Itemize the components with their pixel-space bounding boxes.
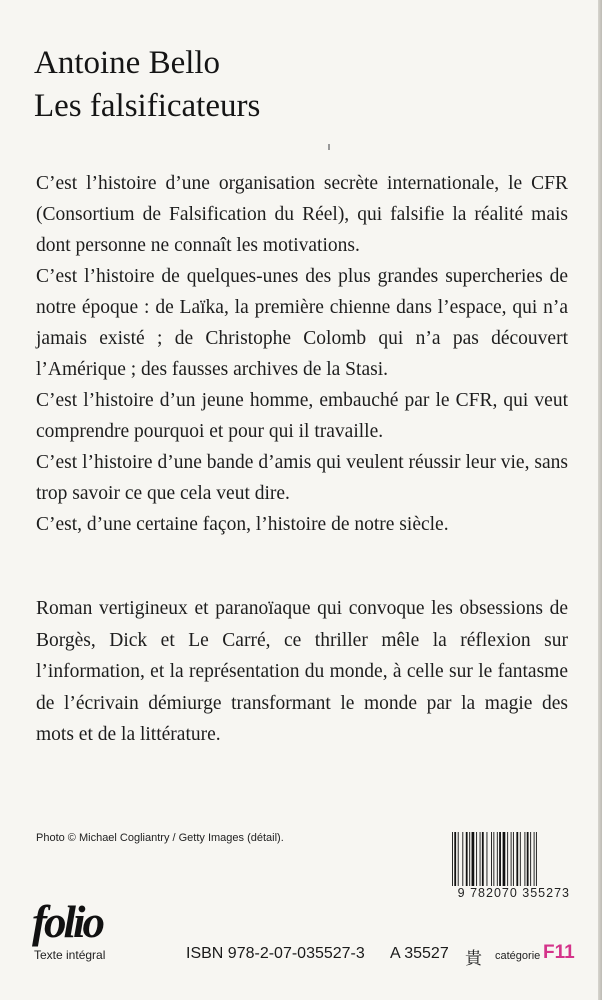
review-paragraph: Roman vertigineux et paranoïaque qui convoque les obsessions de Borgès, Dick et Le Carré, ce thriller mêle la réflexion sur l’information, et la représentation du monde, à celle sur le fantasme de l’écrivain démiurge transformant le monde par la magie des mots et de la littérature. bbox=[36, 598, 568, 745]
catalog-code: A 35527 bbox=[390, 945, 449, 962]
blurb-paragraph: C’est l’histoire d’un jeune homme, embauché par le CFR, qui veut comprendre pourquoi et pour qui il travaille. bbox=[36, 390, 568, 442]
publisher-glyph-icon: 貴 bbox=[465, 949, 482, 968]
blurb-paragraph: C’est l’histoire d’une bande d’amis qui veulent réussir leur vie, sans trop savoir ce que cela veut dire. bbox=[36, 452, 568, 504]
book-title: Les falsificateurs bbox=[34, 88, 261, 124]
review-text bbox=[36, 593, 568, 751]
barcode-number: 9 782070 355273 bbox=[457, 886, 570, 900]
category-code: F11 bbox=[543, 942, 575, 963]
folio-subtitle: Texte intégral bbox=[34, 948, 106, 962]
photo-credit: Photo © Michael Cogliantry / Getty Images (détail). bbox=[36, 832, 284, 844]
barcode-image bbox=[452, 832, 568, 886]
folio-logo: folio bbox=[32, 897, 102, 947]
blurb-text bbox=[36, 168, 568, 540]
speck-mark bbox=[328, 144, 330, 150]
blurb-paragraph: C’est, d’une certaine façon, l’histoire de notre siècle. bbox=[36, 514, 449, 535]
author-name: Antoine Bello bbox=[34, 45, 221, 81]
isbn-number: ISBN 978-2-07-035527-3 bbox=[186, 945, 365, 962]
page-edge bbox=[598, 0, 602, 1000]
blurb-paragraph: C’est l’histoire de quelques-unes des plus grandes supercheries de notre époque : de Laïka, la première chienne dans l’espace, qui n’a jamais existé ; de Christophe Colomb qui n’a pas découvert l’Amérique ; des fausses archives de la Stasi. bbox=[36, 266, 568, 380]
blurb-paragraph: C’est l’histoire d’une organisation secrète internationale, le CFR (Consortium de Falsification du Réel), qui falsifie la réalité mais dont personne ne connaît les motivations. bbox=[36, 173, 568, 256]
category-label: catégorie bbox=[495, 950, 541, 962]
